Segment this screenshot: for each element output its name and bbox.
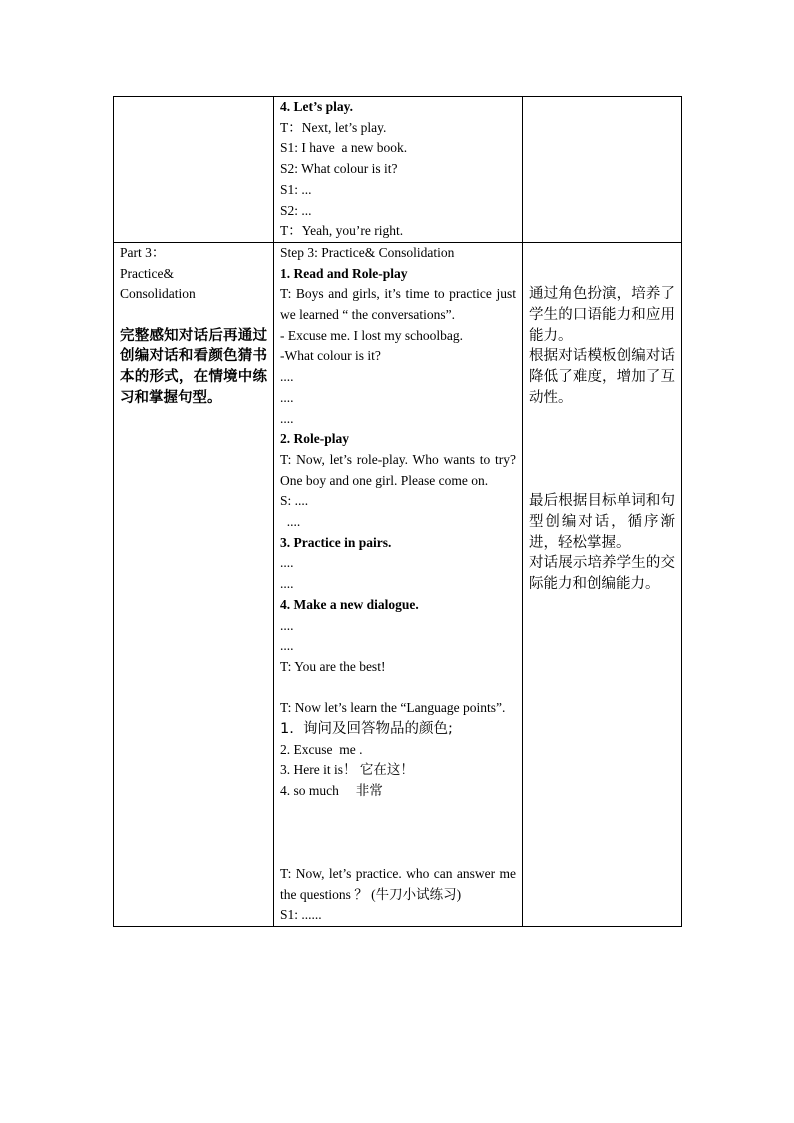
ellipsis-line: .... <box>280 638 294 654</box>
teacher-line: T: Now let’s learn the “Language points”. <box>280 700 506 716</box>
language-point: 4. so much 非常 <box>280 783 383 799</box>
purpose-cell <box>523 242 682 926</box>
ellipsis-line: .... <box>280 617 294 633</box>
lesson-plan-table <box>113 96 682 927</box>
teacher-line: T: Boys and girls, it’s time to practice just we learned “ the conversations”. <box>280 286 520 323</box>
stage-title-line1: Practice& <box>120 265 174 281</box>
ellipsis-line: .... <box>280 576 294 592</box>
dialogue-line: - Excuse me. I lost my schoolbag. <box>280 327 463 343</box>
dialogue-line: -What colour is it? <box>280 348 381 364</box>
student-line: S1: ...... <box>280 907 322 923</box>
purpose-cell-empty <box>523 97 682 243</box>
teacher-line: T: Now, let’s role-play. Who wants to try? One boy and one girl. Please come on. <box>280 451 520 488</box>
stage-cell-empty <box>114 97 274 243</box>
dialogue-line: S1: I have a new book. <box>280 140 408 156</box>
step-heading: Step 3: Practice& Consolidation <box>280 244 455 260</box>
teacher-line: T: You are the best! <box>280 658 386 674</box>
student-line: S: .... <box>280 493 309 509</box>
stage-title-line2: Consolidation <box>120 286 196 302</box>
language-point: 2. Excuse me . <box>280 741 363 757</box>
stage-cell <box>114 242 274 926</box>
ellipsis-line: .... <box>280 369 294 385</box>
purpose-note: 最后根据目标单词和句型创编对话，循序渐进，轻松掌握。 <box>529 493 675 551</box>
purpose-note: 对话展示培养学生的交际能力和创编能力。 <box>529 555 675 593</box>
purpose-note: 通过角色扮演，培养了学生的口语能力和应用能力。 <box>529 286 675 344</box>
activity-heading-4: 4. Make a new dialogue. <box>280 596 419 612</box>
dialogue-line: T：Next, let’s play. <box>280 119 387 135</box>
language-point: 3. Here it is！ 它在这！ <box>280 762 414 778</box>
activity-cell <box>274 242 523 926</box>
activity-heading-2: 2. Role-play <box>280 431 349 447</box>
ellipsis-line: .... <box>280 389 294 405</box>
teacher-line: T: Now, let’s practice. who can answer me the questions ？ (牛刀小试练习) <box>280 865 520 902</box>
purpose-note: 根据对话模板创编对话降低了难度，增加了互动性。 <box>529 348 675 406</box>
activity-cell <box>274 97 523 243</box>
stage-goal: 完整感知对话后再通过创编对话和看颜色猜书本的形式，在情境中练习和掌握句型。 <box>120 327 267 406</box>
dialogue-line: T：Yeah, you’re right. <box>280 223 404 239</box>
part-label: Part 3： <box>120 244 166 260</box>
table-row <box>114 97 682 243</box>
dialogue-line: S1: ... <box>280 181 312 197</box>
activity-heading-3: 3. Practice in pairs. <box>280 534 392 550</box>
table-row <box>114 242 682 926</box>
language-point: 1. 询问及回答物品的颜色; <box>280 721 453 738</box>
ellipsis-line: .... <box>280 555 294 571</box>
dialogue-line: S2: What colour is it? <box>280 161 398 177</box>
activity-heading: 4. Let’s play. <box>280 99 354 114</box>
student-line: .... <box>280 514 301 530</box>
activity-heading-1: 1. Read and Role-play <box>280 265 408 281</box>
dialogue-line: S2: ... <box>280 202 312 218</box>
ellipsis-line: .... <box>280 410 294 426</box>
